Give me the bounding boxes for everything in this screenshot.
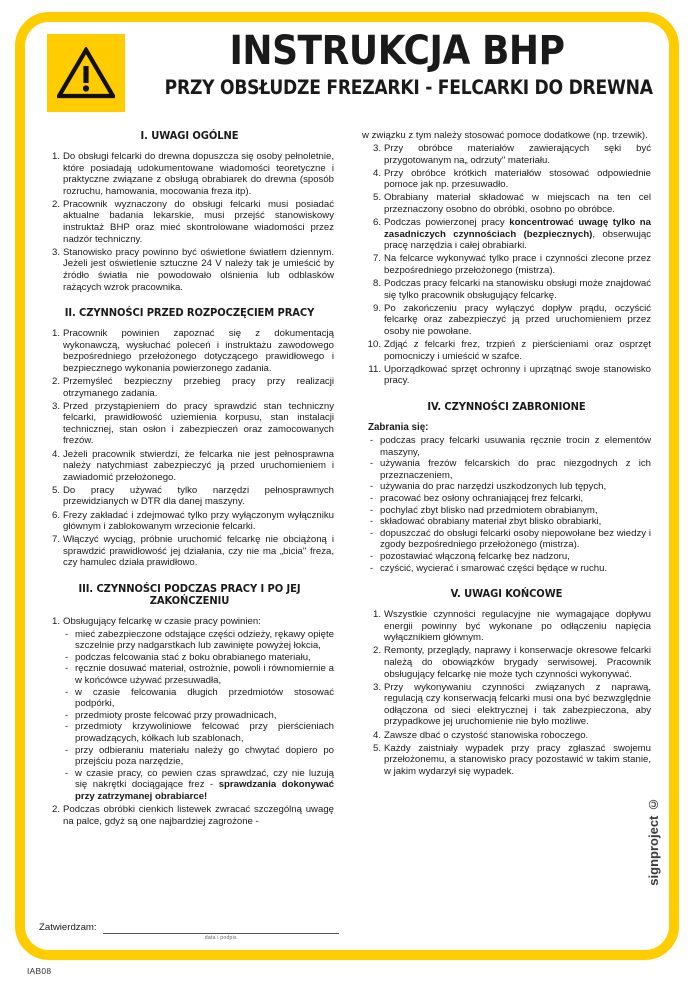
list-item: - pochylać zbyt blisko nad przedmiotem obrabianym, xyxy=(368,505,651,517)
item-number: 7. xyxy=(51,534,60,546)
item-text: w czasie pracy, co pewien czas sprawdzać, czy nie luzują się nakrętki dociągające frez - xyxy=(75,767,334,791)
item-text: Jeżeli pracownik stwierdzi, że felcarka nie jest pełnosprawna należy natychmiast zabezpieczyć ją przed uruchomieniem i zawiadomić przełożonego. xyxy=(63,448,334,483)
list-item xyxy=(362,364,651,387)
item-text: Do pracy używać tylko narzędzi pełnosprawnych przewidzianych w DTR dla danej maszyny. xyxy=(63,484,334,508)
item-text: Przy wykonywaniu czynności związanych z naprawą, regulacją czy konserwacją felcarki musi ona być bezwzględnie odłączona od sieci elektrycznej i tak zabezpieczona, aby przypadkowe jej uruchomienie nie było możliwe. xyxy=(384,681,651,728)
item-text: Do obsługi felcarki do drewna dopuszcza się osoby pełnoletnie, które posiadają udokumentowane wiadomości teoretyczne i praktyczne związane z obsługą obrabiarek do drewna (sposób rozruchu, hamowania, mocowania freza itp). xyxy=(63,151,334,197)
list-item xyxy=(45,616,334,803)
list-item xyxy=(362,743,651,778)
list-item: - ręcznie dosuwać materiał, ostrożnie, powoli i równomiernie a w końcówce używać przesuwadła, xyxy=(63,663,334,686)
section-heading-1: I. UWAGI OGÓLNE xyxy=(140,130,239,142)
item-text-bold: sprawdzania dokonywać przy zatrzymanej obrabiarce! xyxy=(75,779,335,802)
item-number: 3. xyxy=(51,246,60,258)
item-number: 4. xyxy=(372,729,381,741)
item-number: 2. xyxy=(372,645,381,657)
section-1-list xyxy=(45,151,334,293)
list-item xyxy=(45,485,334,508)
list-item xyxy=(45,510,334,533)
item-text: Zawsze dbać o czystość stanowiska roboczego. xyxy=(384,729,589,741)
page-subtitle: PRZY OBSŁUDZE FREZARKI - FELCARKI DO DREWNA xyxy=(164,76,653,99)
section-3-continuation: w związku z tym należy stosować pomoce dodatkowe (np. trzewik). xyxy=(362,130,648,141)
item-text: Podczas powierzonej pracy xyxy=(384,217,510,229)
list-item xyxy=(362,192,651,215)
section-heading-4: IV. CZYNNOŚCI ZABRONIONE xyxy=(427,400,586,413)
item-number: 1. xyxy=(51,151,60,162)
item-text: Na felcarce wykonywać tylko prace i czynności zlecone przez bezpośredniego przełożonego (mistrza). xyxy=(384,253,651,277)
item-number: 10. xyxy=(367,339,381,351)
document-header xyxy=(25,22,669,124)
item-number: 3. xyxy=(51,400,60,412)
left-column xyxy=(39,130,348,950)
item-text: Włączyć wyciąg, próbnie uruchomić felcarkę nie obciążoną i sprawdzić prawidłowość jej działania, czy nie ma „bicia" freza, czy hamulec działa prawidłowo. xyxy=(63,534,334,569)
item-number: 4. xyxy=(372,167,381,179)
page-title: INSTRUKCJA BHP xyxy=(229,28,565,74)
list-item xyxy=(362,303,651,338)
item-number: 5. xyxy=(372,742,381,754)
section-heading-3: III. CZYNNOŚCI PODCZAS PRACY I PO JEJ ZAKOŃCZENIU xyxy=(78,583,301,607)
list-item: - pozostawiać włączoną felcarkę bez nadzoru, xyxy=(368,551,651,563)
item-text: Pracownik powinien zapoznać się z dokumentacją wykonawczą, wysłuchać poleceń i instruktażu zawodowego bezpośredniego przełożonego dotyczącego prawidłowego i bezpiecznego wykonania powierzonego zadania. xyxy=(63,328,334,374)
item-number: 5. xyxy=(51,484,60,496)
list-item: - podczas felcowania stać z boku obrabianego materiału, xyxy=(63,652,334,664)
signature-line[interactable] xyxy=(103,923,339,941)
item-text: Remonty, przeglądy, naprawy i konserwacje okresowe felcarki należą do obowiązków brygady serwisowej. Pracownik obsługujący felcarkę nie może tych czynności wykonywać. xyxy=(384,645,651,680)
list-item: - przy odbieraniu materiału należy go chwytać dopiero po przejściu poza narzędzie, xyxy=(63,745,334,768)
item-text: Przemyśleć bezpieczny przebieg pracy przy realizacji otrzymanego zadania. xyxy=(63,376,334,399)
item-number: 7. xyxy=(372,253,381,265)
list-item xyxy=(45,376,334,399)
list-item: - składować obrabiany materiał zbyt blisko obrabiarki, xyxy=(368,516,651,528)
item-text: Przy obróbce krótkich materiałów stosować odpowiednie pomoce jak np. przesuwadło. xyxy=(384,167,651,191)
item-text: Pracownik wyznaczony do obsługi felcarki musi posiadać aktualne badania lekarskie, musi przejść stanowiskowy instruktaż BHP oraz mieć skontrolowane wiadomości przez nadzór techniczny. xyxy=(63,198,334,245)
item-text: Podczas obróbki cienkich listewek zwracać szczególną uwagę na palce, gdyż są one najbardziej zagrożone - xyxy=(63,804,334,827)
item-text-bold: koncentrować uwagę tylko na zasadniczych czynnościach (bezpiecznych) xyxy=(384,217,651,240)
item-number: 1. xyxy=(51,616,60,627)
list-item: - mieć zabezpieczone odstające części odzieży, rękawy opięte szczelnie przy nadgarstkach lub zawinięte powyżej łokcia, xyxy=(63,629,334,652)
list-item: - używania frezów felcarskich do prac niezgodnych z ich przeznaczeniem, xyxy=(368,458,651,481)
list-item: - podczas pracy felcarki usuwania ręcznie trocin z elementów maszyny, xyxy=(368,435,651,458)
warning-triangle-icon xyxy=(47,34,125,112)
item-number: 2. xyxy=(51,376,60,387)
list-item xyxy=(45,247,334,293)
item-text: Obrabiany materiał składować w miejscach na ten cel przeznaczony osobno do obróbki, osobno po obróbce. xyxy=(384,192,651,216)
approval-label: Zatwierdzam: xyxy=(39,922,97,933)
document-code: IAB08 xyxy=(27,966,52,976)
list-item: - w czasie felcowania długich przedmiotów stosować podpórki, xyxy=(63,687,334,710)
section-4-lead: Zabrania się: xyxy=(368,421,429,433)
signature-hint: data i podpis xyxy=(204,935,237,941)
list-item: - używania do prac narzędzi uszkodzonych lub tępych, xyxy=(368,481,651,493)
list-item xyxy=(45,199,334,245)
item-text: Przy obróbce materiałów zawierających sęki być przygotowanym na„ odrzuty" materiału. xyxy=(384,143,651,166)
section-5-list xyxy=(362,609,651,777)
list-item: - przedmioty krzywoliniowe felcować przy pierścieniach prowadzących, kółkach lub szablonach, xyxy=(63,721,334,744)
list-item: - dopuszczać do obsługi felcarki osoby niepowołane bez wiedzy i zgody bezpośredniego przełożonego (mistrza). xyxy=(368,528,651,551)
section-heading-2: II. CZYNNOŚCI PRZED ROZPOCZĘCIEM PRACY xyxy=(64,307,315,320)
item-text: Podczas pracy felcarki na stanowisku obsługi może znajdować się tylko pracownik obsługujący felcarkę. xyxy=(384,278,651,301)
list-item xyxy=(45,401,334,447)
item-number: 5. xyxy=(372,192,381,204)
list-item xyxy=(45,804,334,827)
item-number: 1. xyxy=(372,609,381,621)
list-item: - przedmioty proste felcować przy prowadnicach, xyxy=(63,710,334,722)
list-item xyxy=(362,278,651,301)
list-item xyxy=(45,151,334,197)
item-text: Każdy zaistniały wypadek przy pracy zgłaszać swojemu przełożonemu, a stanowisko pracy pozostawić w takim stanie, w jakim wydarzył się wypadek. xyxy=(384,742,651,777)
item-text: Stanowisko pracy powinno być oświetlone światłem dziennym. Jeżeli jest oświetlenie sztuczne 24 V należy tak je umieścić by źródło światła nie powodowało olśnienia lub odblasków rażących wzrok pracownika. xyxy=(63,246,334,293)
list-item xyxy=(362,339,651,362)
item-text: Frezy zakładać i zdejmować tylko przy wyłączonym wyłączniku głównym i zablokowanym wrzecionie felcarki. xyxy=(63,509,334,533)
item-number: 2. xyxy=(51,198,60,210)
content-columns xyxy=(25,130,669,950)
item-text-tail: , obserwując pracę narzędzia i całej obrabiarki. xyxy=(384,228,652,252)
list-item xyxy=(63,768,334,803)
title-block xyxy=(133,30,661,99)
section-3-right-list xyxy=(362,143,651,387)
item-number: 6. xyxy=(51,509,60,521)
item-text: Wszystkie czynności regulacyjne nie wymagające dopływu energii powinny być wykonane po odłączeniu napięcia wyłącznikiem głównym. xyxy=(384,609,651,644)
item-number: 9. xyxy=(372,302,381,314)
list-item xyxy=(362,168,651,191)
item-number: 11. xyxy=(368,363,381,375)
instruction-sheet xyxy=(15,12,679,960)
section-heading-5: V. UWAGI KOŃCOWE xyxy=(450,588,563,601)
list-item xyxy=(362,730,651,742)
item-number: 4. xyxy=(51,448,60,460)
list-item xyxy=(362,253,651,276)
item-text: Obsługujący felcarkę w czasie pracy powinien: xyxy=(63,616,261,627)
list-item: - pracować bez osłony ochraniającej frez felcarki, xyxy=(368,493,651,505)
section-4-list xyxy=(368,435,651,574)
list-item xyxy=(45,328,334,374)
list-item xyxy=(362,682,651,728)
list-item xyxy=(45,449,334,484)
signproject-watermark: signproject © xyxy=(646,797,661,886)
list-item xyxy=(45,534,334,569)
item-text: Zdjąć z felcarki frez, trzpień z pierścieniami oraz osprzęt pomocniczy i umieścić w szafce. xyxy=(384,339,651,362)
item-number: 2. xyxy=(51,804,60,815)
approval-block xyxy=(39,922,339,941)
item-text: Przed przystąpieniem do pracy sprawdzić stan techniczny felcarki, prawidłowość uziemienia korpusu, stan instalacji technicznej, stan osłon i zabezpieczeń oraz zamocowanych frezów. xyxy=(63,400,334,447)
item-text: Uporządkować sprzęt ochronny i uprzątnąć swoje stanowisko pracy. xyxy=(384,363,651,387)
item-number: 1. xyxy=(51,328,60,340)
item-number: 3. xyxy=(372,681,381,693)
item-number: 3. xyxy=(372,143,381,155)
list-item xyxy=(362,143,651,166)
item-number: 8. xyxy=(372,278,381,290)
item-number: 6. xyxy=(372,217,381,229)
item-text: Po zakończeniu pracy wyłączyć dopływ prądu, oczyścić felcarkę oraz zabezpieczyć ją przed uruchomieniem przez osoby nie powołane. xyxy=(384,302,651,337)
list-item: - czyścić, wycierać i smarować części będące w ruchu. xyxy=(368,563,651,575)
section-2-list xyxy=(45,328,334,569)
list-item xyxy=(362,217,651,252)
section-3-sublist xyxy=(63,629,334,803)
list-item xyxy=(362,609,651,644)
list-item xyxy=(362,645,651,680)
section-3-list xyxy=(45,616,334,827)
